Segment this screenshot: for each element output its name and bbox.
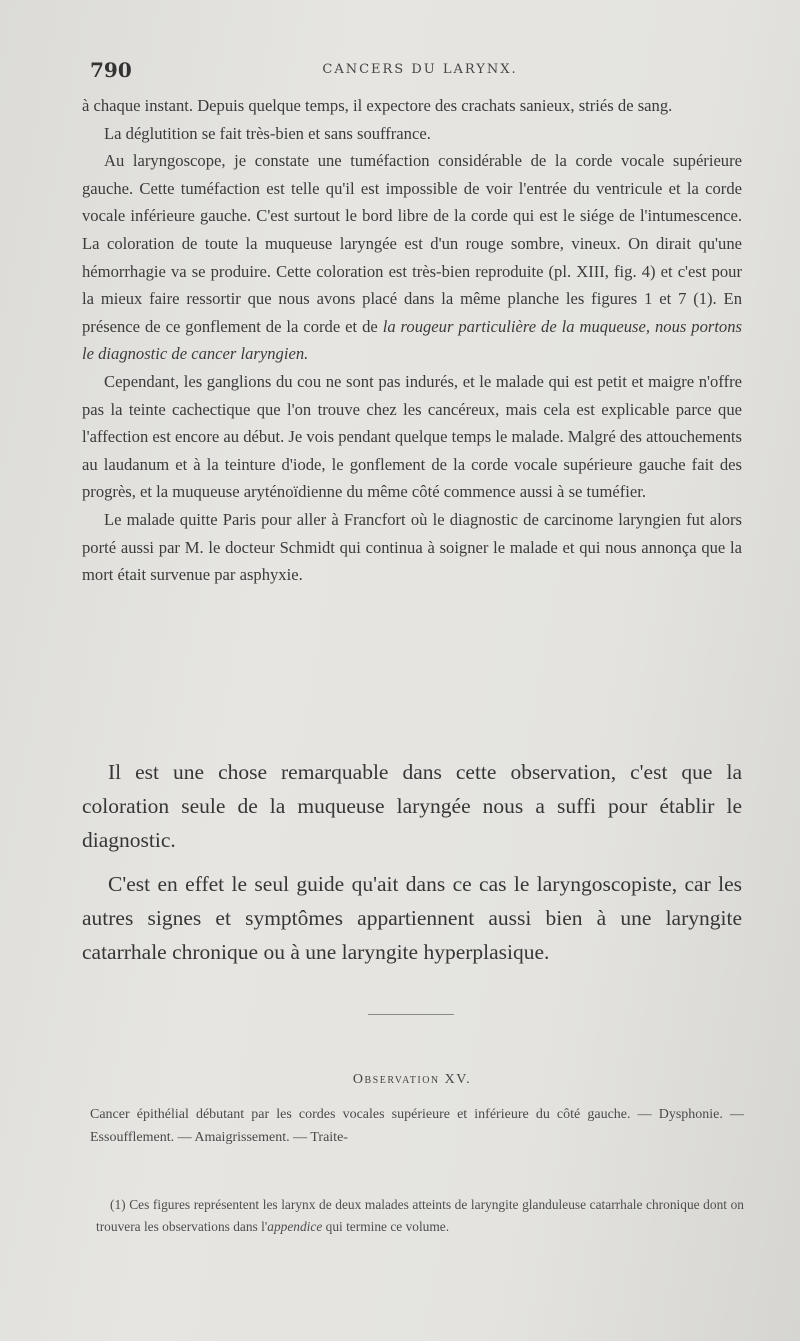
footnote-text-before: (1) Ces figures représentent les larynx de deux malades atteints de laryngite glanduleuse catarrhale chronique dont on trouvera les observations dans l' bbox=[96, 1197, 744, 1234]
footnote-text-after: qui termine ce volume. bbox=[322, 1219, 450, 1234]
running-title: CANCERS DU LARYNX. bbox=[322, 62, 518, 77]
paragraph-laryngoscope-text: Au laryngoscope, je constate une tuméfaction considérable de la corde vocale supérieure gauche. Cette tuméfaction est telle qu'il est impossible de voir l'entrée du ventricule et la corde vocale inférieure gauche. C'est surtout le bord libre de la corde qui est le siége de l'intumescence. La coloration de toute la muqueuse laryngée est d'un rouge sombre, vineux. On dirait qu'une hémorrhagie va se produire. Cette coloration est très-bien reproduite (pl. XIII, fig. 4) et c'est pour la mieux faire ressortir que nous avons placé dans la même planche les figures 1 et 7 (1). En présence de ce gonflement de la corde et de bbox=[82, 151, 742, 336]
diagnosis-italic: la rougeur particulière de la muqueuse, nous portons le diagnostic de cancer laryngien. bbox=[82, 316, 742, 364]
commentary bbox=[82, 755, 742, 979]
observation-title: Observation XV. bbox=[352, 1072, 472, 1087]
paragraph-ganglions: Cependant, les ganglions du cou ne sont pas indurés, et le malade qui est petit et maigre n'offre pas la teinte cachectique que l'on trouve chez les cancéreux, mais cela est explicable parce que l'affection est encore au début. Je vois pendant quelque temps le malade. Malgré des attouchements au laudanum et à la teinture d'iode, le gonflement de la corde vocale supérieure gauche fait des progrès, et la muqueuse aryténoïdienne du même côté commence aussi à se tuméfier. bbox=[82, 371, 742, 502]
paragraph-deglutition: La déglutition se fait très-bien et sans souffrance. bbox=[104, 123, 431, 143]
section-divider bbox=[368, 1014, 454, 1015]
observation-summary bbox=[90, 1103, 744, 1149]
paragraph-laryngoscope bbox=[82, 147, 742, 368]
commentary-paragraph-1: Il est une chose remarquable dans cette observation, c'est que la coloration seule de la muqueuse laryngée nous a suffi pour établir le diagnostic. bbox=[82, 760, 742, 852]
observation-summary-text: Cancer épithélial débutant par les cordes vocales supérieure et inférieure du côté gauche. — Dysphonie. — Essoufflement. — Amaigrissement. — Traite- bbox=[90, 1107, 744, 1145]
paragraph-outcome: Le malade quitte Paris pour aller à Francfort où le diagnostic de carcinome laryngien fut alors porté aussi par M. le docteur Schmidt qui continua à soigner le malade et qui nous annonça que la mort était survenue par asphyxie. bbox=[82, 509, 742, 585]
footnote-italic: appendice bbox=[267, 1219, 323, 1234]
page-number: 790 bbox=[90, 58, 132, 82]
case-narrative bbox=[82, 92, 742, 589]
page-header bbox=[90, 58, 750, 88]
paragraph-continuation: à chaque instant. Depuis quelque temps, il expectore des crachats sanieux, striés de sang. bbox=[82, 96, 673, 115]
footnote bbox=[96, 1194, 744, 1238]
footnote-text bbox=[96, 1194, 744, 1238]
commentary-paragraph-2: C'est en effet le seul guide qu'ait dans ce cas le laryngoscopiste, car les autres signes et symptômes appartiennent aussi bien à une laryngite catarrhale chronique ou à une laryngite hyperplasique. bbox=[82, 872, 742, 964]
